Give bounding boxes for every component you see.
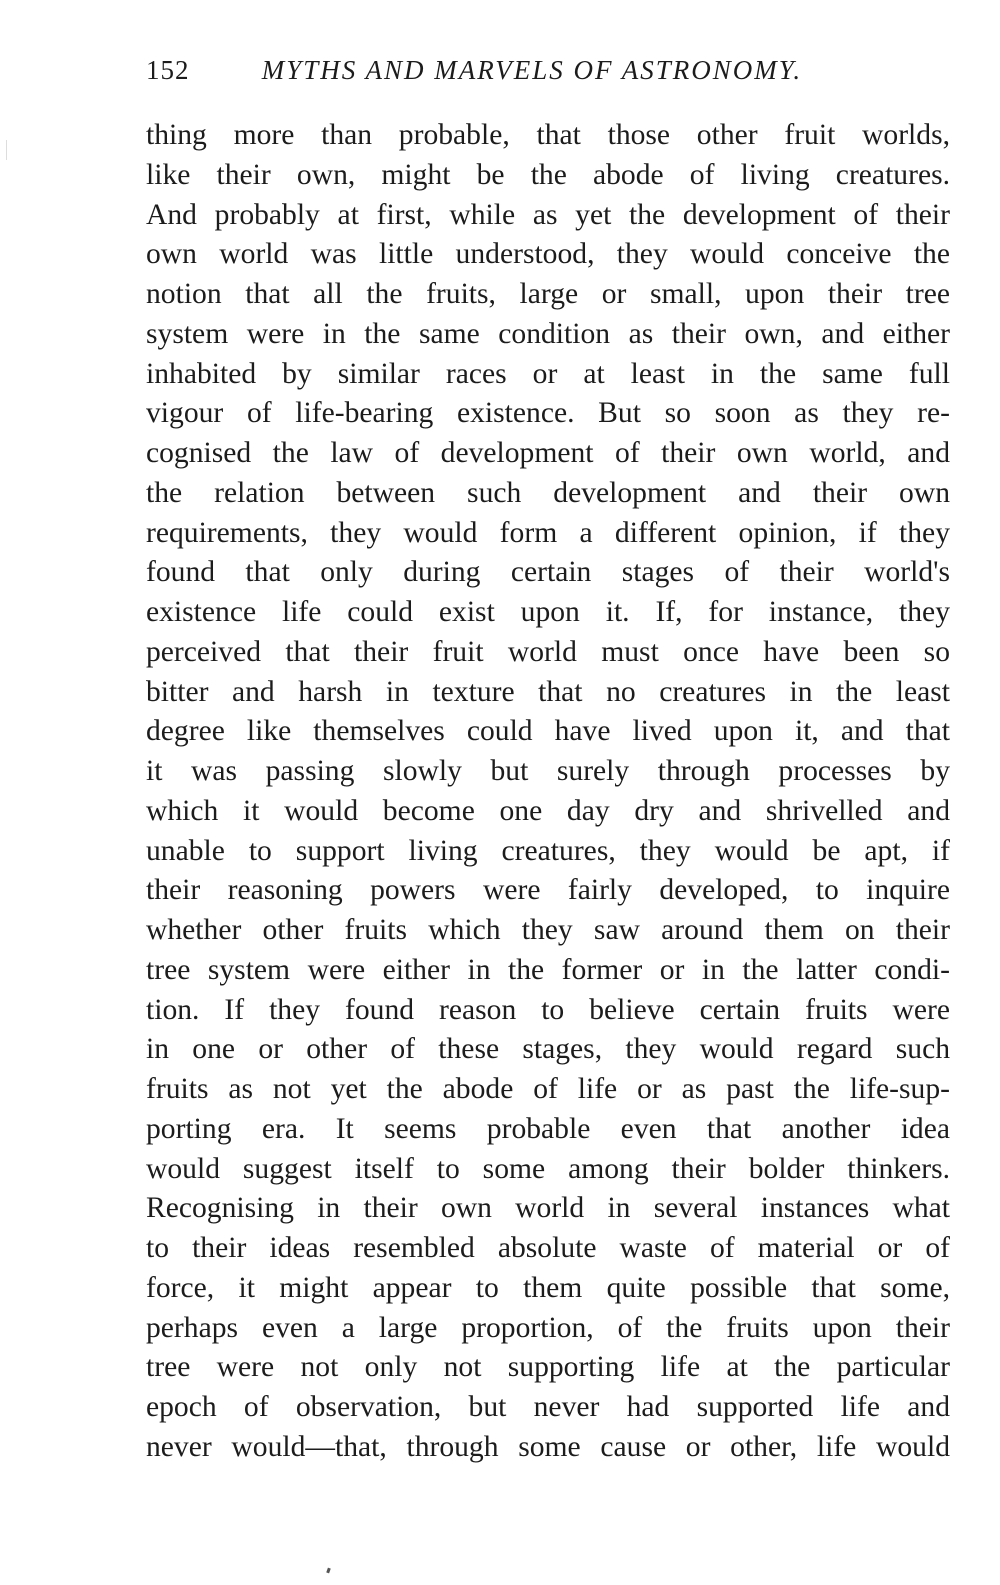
text-line: And probably at first, while as yet the development of their	[146, 198, 950, 231]
text-line: requirements, they would form a different opinion, if they	[146, 516, 950, 549]
text-line: to their ideas resembled absolute waste of material or of	[146, 1232, 950, 1264]
text-line: vigour of life-bearing existence. But so soon as they re-	[146, 397, 950, 430]
text-line: would suggest itself to some among their bolder thinkers.	[146, 1152, 950, 1185]
text-line: epoch of observation, but never had supported life and	[146, 1391, 950, 1423]
text-line: Recognising in their own world in several instances what	[146, 1192, 950, 1225]
text-line: it was passing slowly but surely through processes by	[146, 755, 950, 787]
text-line: perhaps even a large proportion, of the fruits upon their	[146, 1311, 950, 1344]
running-head	[146, 50, 966, 90]
running-title: MYTHS AND MARVELS OF ASTRONOMY.	[261, 55, 803, 85]
text-line: perceived that their fruit world must once have been so	[146, 635, 950, 668]
scan-margin-artifact	[6, 140, 7, 160]
text-line: found that only during certain stages of their world's	[146, 556, 950, 589]
text-line: notion that all the fruits, large or small, upon their tree	[146, 278, 950, 310]
text-line: the relation between such development and their own	[146, 476, 950, 509]
text-line: degree like themselves could have lived upon it, and that	[146, 715, 950, 748]
body-text	[146, 116, 950, 1468]
text-line: bitter and harsh in texture that no creatures in the least	[146, 675, 950, 708]
text-line: existence life could exist upon it. If, for instance, they	[146, 596, 950, 628]
text-line: tree were not only not supporting life at the particular	[146, 1351, 950, 1384]
scan-speck	[326, 1568, 331, 1574]
text-line: fruits as not yet the abode of life or as past the life-sup-	[146, 1073, 950, 1105]
text-line: cognised the law of development of their own world, and	[146, 437, 950, 469]
page-number: 152	[146, 55, 190, 85]
text-line: never would—that, through some cause or other, life would	[146, 1430, 950, 1463]
text-line: unable to support living creatures, they would be apt, if	[146, 834, 950, 867]
text-line: tion. If they found reason to believe certain fruits were	[146, 993, 950, 1026]
text-line: in one or other of these stages, they would regard such	[146, 1033, 950, 1066]
text-line: system were in the same condition as their own, and either	[146, 317, 950, 350]
text-line: inhabited by similar races or at least in the same full	[146, 357, 950, 390]
text-line: which it would become one day dry and shrivelled and	[146, 794, 950, 827]
text-line: porting era. It seems probable even that another idea	[146, 1112, 950, 1145]
text-line: own world was little understood, they would conceive the	[146, 238, 950, 271]
text-line: like their own, might be the abode of living creatures.	[146, 158, 950, 191]
text-line: tree system were either in the former or in the latter condi-	[146, 953, 950, 986]
text-line: force, it might appear to them quite possible that some,	[146, 1271, 950, 1304]
text-line: their reasoning powers were fairly developed, to inquire	[146, 874, 950, 907]
text-line: whether other fruits which they saw around them on their	[146, 914, 950, 946]
text-line: thing more than probable, that those other fruit worlds,	[146, 119, 950, 151]
